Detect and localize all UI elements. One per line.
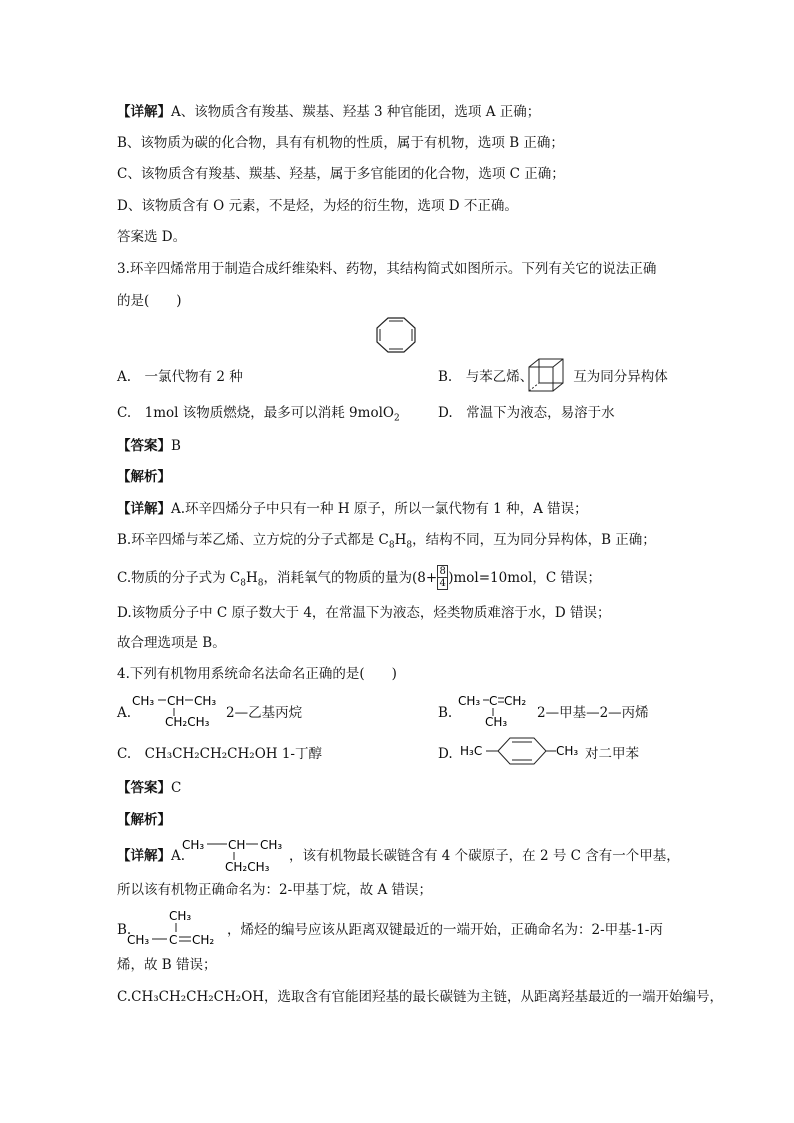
cubane-structure	[527, 357, 567, 393]
q3-option-d: D. 常温下为液态，易溶于水	[438, 405, 615, 421]
q4-exp-b-text: ，烯烃的编号应该从距离双键最近的一端开始，正确命名为：2-甲基-1-丙	[227, 922, 663, 938]
struct-ch3: CH₃	[127, 933, 150, 947]
struct-ch3: CH₃	[132, 694, 155, 708]
q4-option-b-structure	[458, 690, 538, 730]
q3-option-b-post: 互为同分异构体	[573, 369, 668, 385]
q3-exp-a	[117, 500, 588, 518]
q3-option-c-sub: 2	[393, 413, 400, 424]
struct-ch2: CH₂	[192, 933, 215, 947]
struct-h3c: H₃C	[460, 744, 483, 758]
struct-ch: CH	[167, 694, 185, 708]
struct-c: C	[169, 933, 178, 947]
answer-value: B	[171, 438, 181, 454]
seg: )mol=10mol，C 错误；	[448, 570, 602, 586]
q4-exp-b-structure	[127, 906, 227, 948]
answer-value: C	[171, 780, 182, 796]
q2-line-b: B、该物质为碳的化合物，具有有机物的性质，属于有机物，选项 B 正确；	[117, 135, 564, 151]
q3-exp-c	[117, 566, 601, 591]
q4-option-c: C. CH₃CH₂CH₂CH₂OH 1-丁醇	[117, 746, 322, 762]
q4-answer	[117, 779, 181, 797]
struct-ch3: CH₃	[556, 744, 579, 758]
q3-exp-a-text: A.环辛四烯分子中只有一种 H 原子，所以一氯代物有 1 种，A 错误；	[171, 501, 588, 517]
sub: 8	[240, 578, 246, 589]
struct-ch3: CH₃	[485, 715, 508, 729]
detail-tag: 【详解】	[117, 501, 171, 517]
q3-answer	[117, 437, 181, 455]
fraction-num: 8	[439, 566, 446, 577]
q2-answer-line: 答案选 D。	[117, 229, 187, 245]
seg: B.环辛四烯与苯乙烯、立方烷的分子式都是 C	[117, 532, 389, 548]
q4-option-a-label: A.	[117, 705, 132, 721]
q4-exp-a-text: ，该有机物最长碳链含有 4 个碳原子，在 2 号 C 含有一个甲基，	[289, 848, 680, 864]
struct-ch3: CH₃	[194, 694, 217, 708]
q2-line-d: D、该物质含有 O 元素，不是烃，为烃的衍生物，选项 D 不正确。	[117, 198, 518, 214]
q2-line-c: C、该物质含有羧基、羰基、羟基，属于多官能团的化合物，选项 C 正确；	[117, 166, 565, 182]
sub: 8	[388, 540, 395, 551]
q3-analysis-tag: 【解析】	[117, 469, 171, 485]
struct-ch3: CH₃	[182, 838, 205, 852]
q4-stem: 4.下列有机物用系统命名法命名正确的是( )	[117, 666, 397, 682]
q4-option-a-structure	[132, 690, 227, 730]
seg: ，结构不同，互为同分异构体，B 正确；	[412, 532, 656, 548]
q2-line-a-text: A、该物质含有羧基、羰基、羟基 3 种官能团，选项 A 正确；	[171, 104, 541, 120]
struct-ch3: CH₃	[458, 694, 481, 708]
q3-conclusion: 故合理选项是 B。	[117, 635, 226, 651]
q3-option-c-text: C. 1mol 该物质燃烧，最多可以消耗 9molO	[117, 405, 394, 421]
struct-ch: CH	[228, 838, 246, 852]
seg: C.物质的分子式为 C	[117, 570, 241, 586]
sub: 8	[406, 540, 413, 551]
q4-analysis-tag: 【解析】	[117, 812, 171, 828]
sub: H	[246, 570, 258, 586]
fraction	[437, 565, 448, 590]
q3-stem-1: 3.环辛四烯常用于制造合成纤维染料、药物，其结构简式如图所示。下列有关它的说法正确	[117, 261, 657, 277]
q4-exp-c-text: C.CH₃CH₂CH₂CH₂OH，选取含有官能团羟基的最长碳链为主链，从距离羟基最近的一端开始编号，	[117, 989, 724, 1005]
seg: H	[394, 532, 407, 548]
struct-ch3: CH₃	[260, 838, 283, 852]
q2-line-a	[117, 103, 540, 121]
sub: 8	[257, 578, 264, 589]
q3-option-c	[117, 404, 400, 422]
q3-option-a: A. 一氯代物有 2 种	[117, 369, 243, 385]
q4-option-b-name: 2—甲基—2—丙烯	[537, 705, 649, 721]
q4-exp-a-label: A.	[171, 848, 186, 864]
detail-tag: 【详解】	[117, 848, 171, 864]
struct-c: C	[489, 694, 498, 708]
q4-option-a-name: 2—乙基丙烷	[226, 705, 303, 721]
struct-ch2ch3: CH₂CH₃	[165, 715, 210, 729]
answer-tag: 【答案】	[117, 438, 171, 454]
q3-option-b-pre: B. 与苯乙烯、	[438, 369, 534, 385]
answer-tag: 【答案】	[117, 780, 171, 796]
cyclooctatetraene-structure	[375, 316, 417, 354]
q3-stem-2: 的是( )	[117, 293, 182, 309]
q3-exp-b	[117, 531, 656, 549]
q4-option-d-label: D.	[438, 746, 453, 762]
struct-ch2ch3: CH₂CH₃	[225, 860, 270, 874]
struct-ch3: CH₃	[169, 909, 192, 923]
seg: ，消耗氧气的物质的量为(8+	[263, 570, 438, 586]
q4-exp-b-text2: 烯，故 B 错误；	[117, 957, 217, 973]
struct-ch2: CH₂	[504, 694, 527, 708]
q4-exp-a-text2: 所以该有机物正确命名为：2-甲基丁烷，故 A 错误；	[117, 882, 432, 898]
q4-option-d-structure	[460, 734, 600, 768]
q4-exp-a-prefix	[117, 847, 185, 865]
q4-exp-a-structure	[182, 835, 294, 875]
detail-tag: 【详解】	[117, 104, 171, 120]
fraction-den: 4	[439, 578, 446, 589]
q3-exp-d: D.该物质分子中 C 原子数大于 4，在常温下为液态，烃类物质难溶于水，D 错误；	[117, 605, 611, 621]
q4-exp-b-label: B.	[117, 922, 132, 938]
q4-option-d-name: 对二甲苯	[585, 746, 639, 762]
q4-option-b-label: B.	[438, 705, 453, 721]
